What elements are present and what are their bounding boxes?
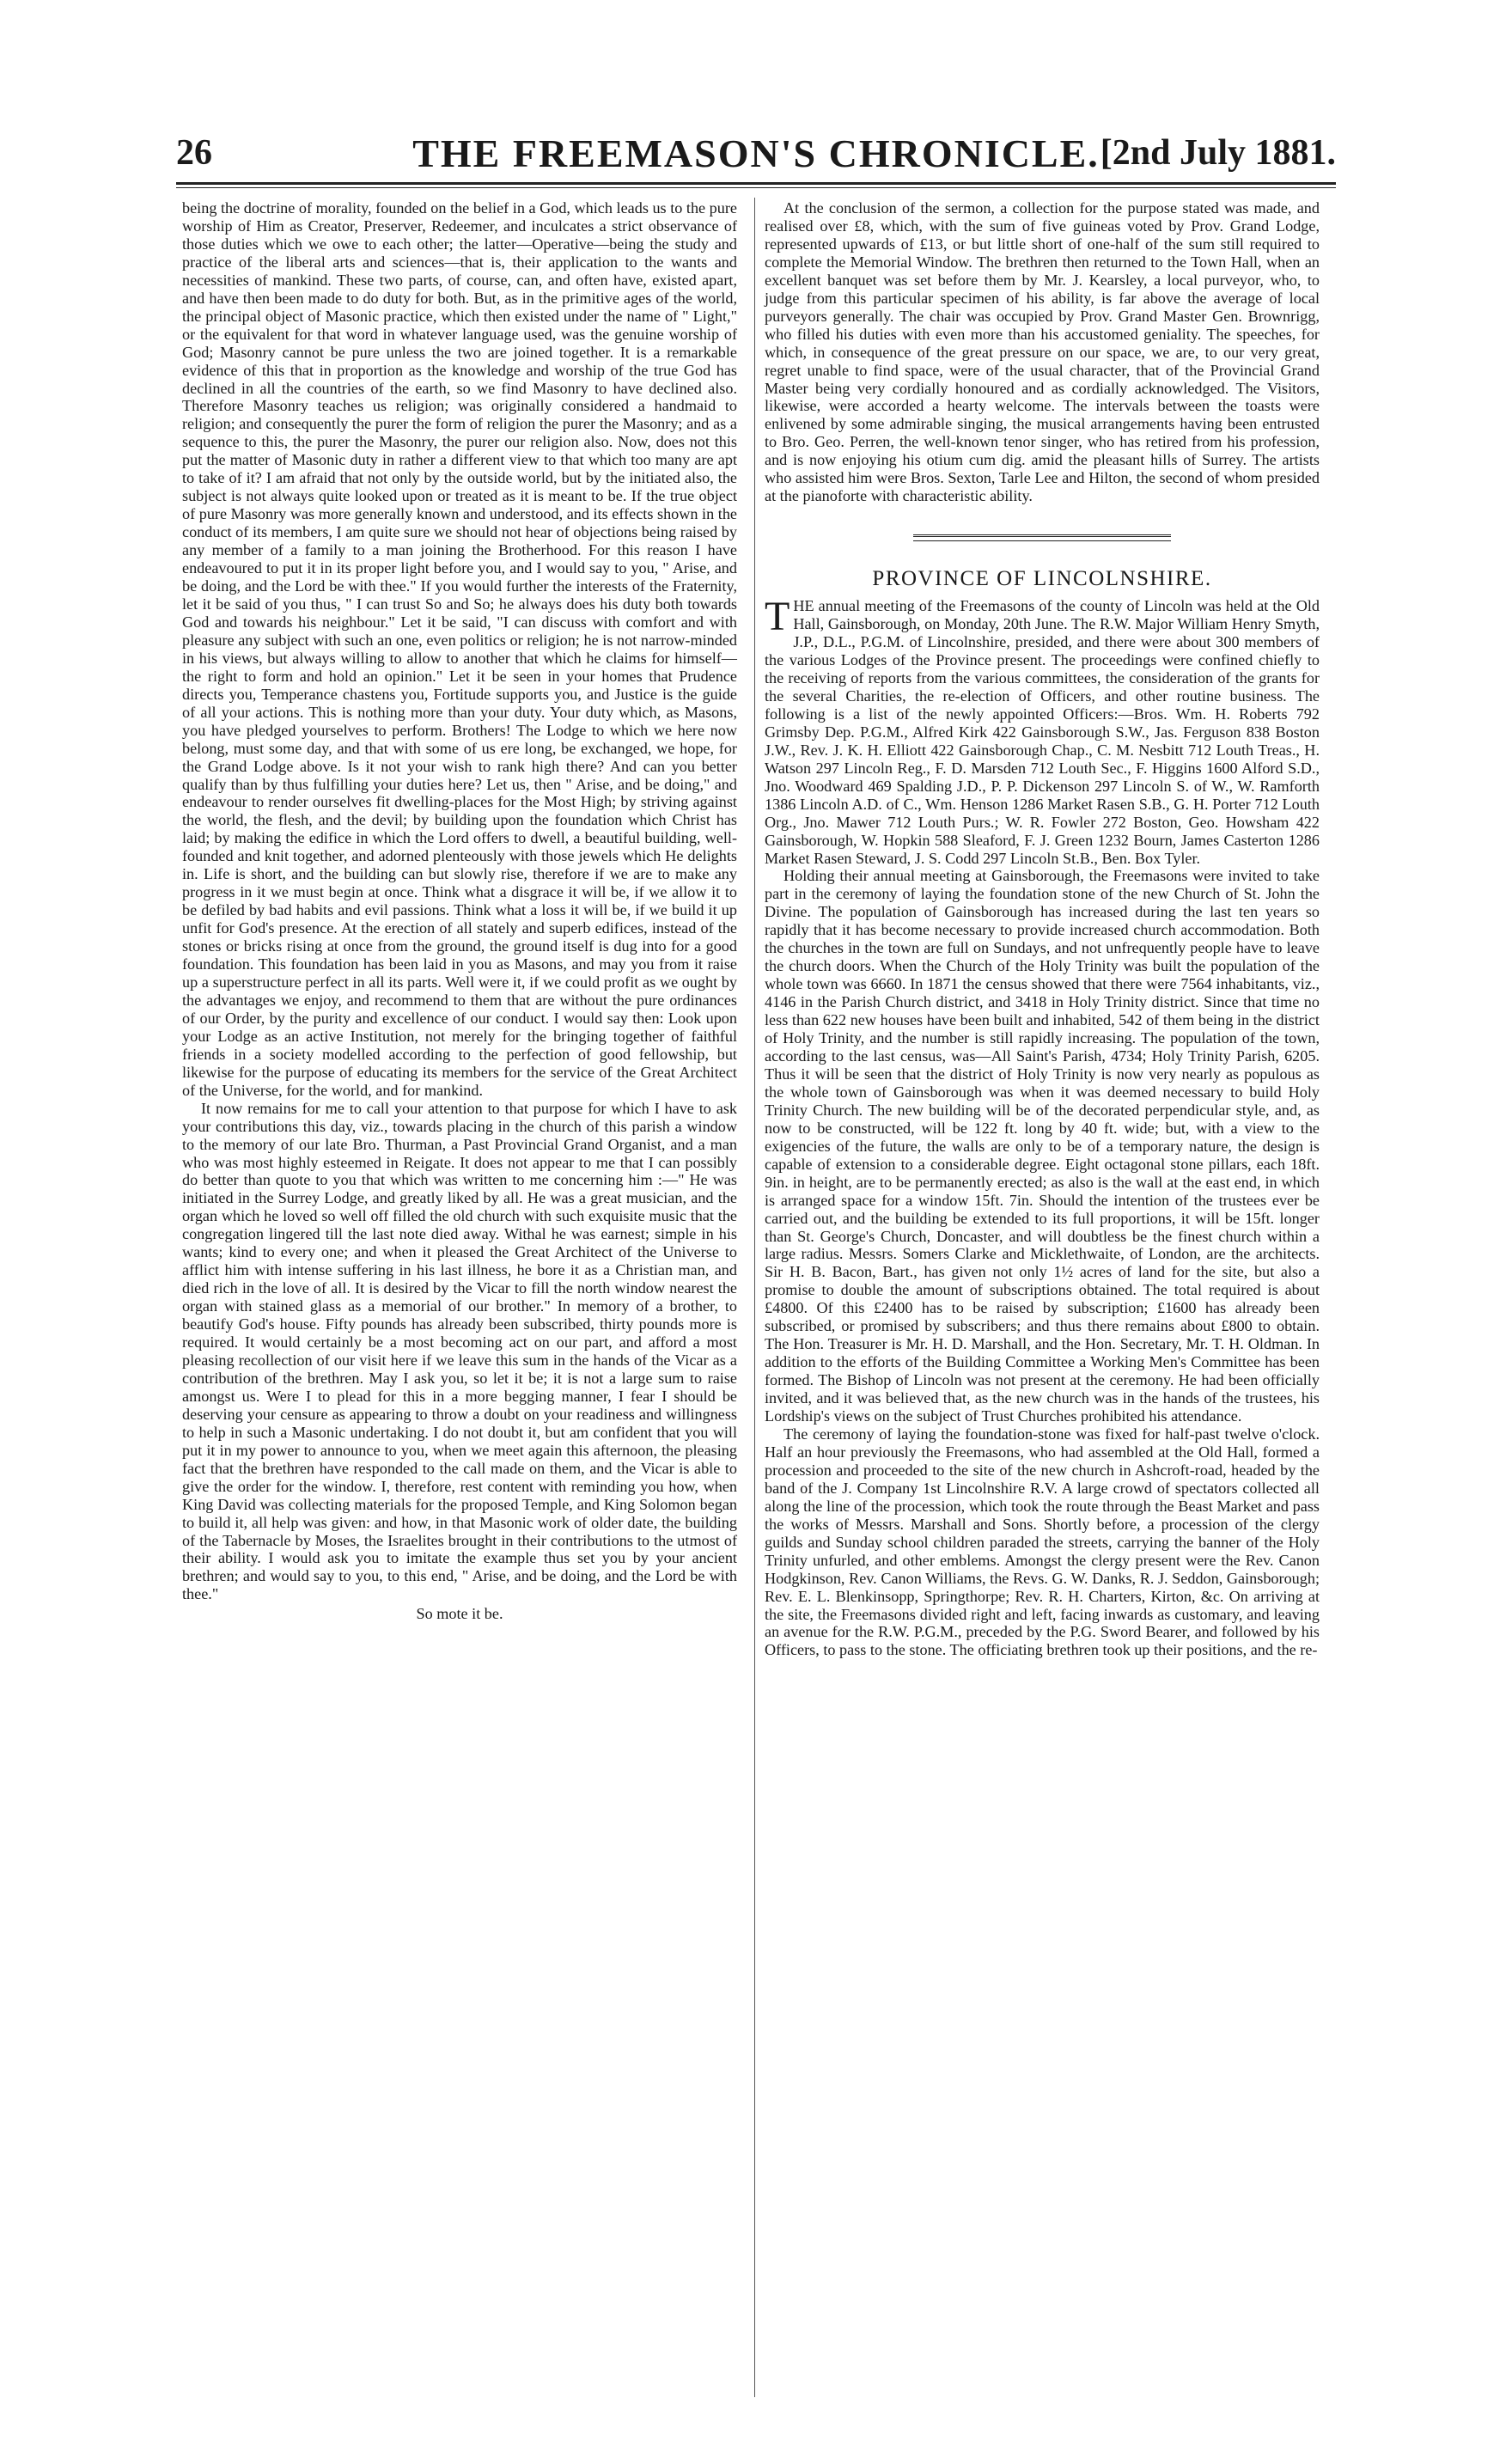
body-paragraph: At the conclusion of the sermon, a collection for the purpose stated was made, and realised over £8, which, with the sum of five guineas voted by Prov. Grand Lodge, represented upwards of £13, or but little short of one-half of the sum still required to complete the Memorial Window. The brethren then returned to the Town Hall, when an excellent banquet was set before them by Mr. J. Kearsley, a local purveyor, who, to judge from this particular specimen of his ability, is far above the average of local purveyors generally. The chair was occupied by Prov. Grand Master Gen. Brownrigg, who filled his duties with even more than his accustomed geniality. The speeches, for which, in consequence of the great pressure on our space, we are, to our very great, regret unable to find space, were of the usual character, that of the Provincial Grand Master being very cordially honoured and as cordially acknowledged. The Visitors, likewise, were accorded a hearty welcome. The intervals between the toasts were enlivened by some admirable singing, the musical arrangements having been entrusted to Bro. Geo. Perren, the well-known tenor singer, who has retired from his profession, and is now enjoying his otium cum dig. amid the pleasant hills of Surrey. The artists who assisted him were Bros. Sexton, Tarle Lee and Hilton, the second of whom presided at the pianoforte with characteristic ability.: [765, 199, 1320, 505]
page-number: 26: [176, 133, 212, 173]
body-paragraph: Holding their annual meeting at Gainsborough, the Freemasons were invited to take part in the ceremony of laying the foundation stone of the new Church of St. John the Divine. The population of Gainsborough has increased during the last ten years so rapidly that it has become necessary to provide increased church accommodation. Both the churches in the town are full on Sundays, and not unfrequently people have to leave the church doors. When the Church of the Holy Trinity was built the population of the whole town was 6660. In 1871 the census showed that there were 7564 inhabitants, viz., 4146 in the Parish Church district, and 3418 in Holy Trinity district. Since that time no less than 622 new houses have been built and inhabited, 542 of them being in the district of Holy Trinity, and the number is still rapidly increasing. The population of the town, according to the last census, was—All Saint's Parish, 4734; Holy Trinity Parish, 6205. Thus it will be seen that the district of Holy Trinity is now very nearly as populous as the whole town of Gainsborough was when it was deemed necessary to build Holy Trinity Church. The new building will be of the decorated perpendicular style, and, as now to be constructed, will be 122 ft. long by 40 ft. wide; but, with a view to the exigencies of the future, the walls are only to be of a temporary nature, the design is capable of extension to a considerable degree. Eight octagonal stone pillars, each 18ft. 9in. in height, are to be permanently erected; as also is the wall at the east end, in which is arranged space for a window 15ft. 7in. Should the intention of the trustees ever be carried out, and the building be extended to its full proportions, it will be 15ft. longer than St. George's Church, Doncaster, and will doubtless be the finest church within a large radius. Messrs. Somers Clarke and Micklethwaite, of London, are the architects. Sir H. B. Bacon, Bart., has given not only 1½ acres of land for the site, but also a promise to double the amount of subscriptions obtained. The total required is about £4800. Of this £2400 has to be raised by subscription; £1600 has already been subscribed, or promised by subscribers; and thus there remains about £800 to obtain. The Hon. Treasurer is Mr. H. D. Marshall, and the Hon. Secretary, Mr. T. H. Oldman. In addition to the efforts of the Building Committee a Working Men's Committee has been formed. The Bishop of Lincoln was not present at the ceremony. He had been officially invited, and it was believed that, as the new church was in the hands of the trustees, his Lordship's views on the subject of Trust Churches prohibited his attendance.: [765, 867, 1320, 1425]
right-column: [765, 199, 1320, 1659]
page-header: [176, 129, 1336, 180]
section-heading: PROVINCE OF LINCOLNSHIRE.: [872, 567, 1212, 591]
section-lead-paragraph: [765, 594, 1320, 867]
body-paragraph: The ceremony of laying the foundation-stone was fixed for half-past twelve o'clock. Half an hour previously the Freemasons, who had assembled at the Old Hall, formed a procession and proceeded to the site of the new church in Ashcroft-road, headed by the band of the J. Company 1st Lincolnshire R.V. A large crowd of spectators collected all along the line of the procession, which took the route through the Beast Market and pass the works of Messrs. Marshall and Sons. Shortly before, a procession of the clergy guilds and Sunday school children paraded the streets, carrying the banner of the Holy Trinity unfurled, and other emblems. Amongst the clergy present were the Rev. Canon Hodgkinson, Rev. Canon Williams, the Revs. G. W. Danks, R. J. Seddon, Gainsborough; Rev. E. L. Blenkinsopp, Springthorpe; Rev. R. H. Charters, Kirton, &c. On arriving at the site, the Freemasons divided right and left, facing inwards as customary, and leaving an avenue for the R.W. P.G.M., preceded by the P.G. Sword Bearer, and followed by his Officers, to pass to the stone. The officiating brethren took up their positions, and the re-: [765, 1425, 1320, 1659]
left-column: [182, 199, 737, 1623]
body-paragraph: being the doctrine of morality, founded on the belief in a God, which leads us to the pure worship of Him as Creator, Preserver, Redeemer, and inculcates a strict observance of those duties which we owe to each other; the latter—Operative—being the study and practice of the liberal arts and sciences—that is, their application to the wants and necessities of mankind. These two parts, of course, can, and often have, existed apart, and have then been made to do duty for both. But, as in the primitive ages of the world, the principal object of Masonic practice, which then existed under the name of " Light," or the equivalent for that word in whatever language used, was the genuine worship of God; Masonry cannot be pure unless the two are joined together. It is a remarkable evidence of this that in proportion as the knowledge and worship of the true God has declined in all the countries of the earth, so we find Masonry to have declined also. Therefore Masonry teaches us religion; was originally considered a handmaid to religion; and consequently the purer the form of religion the purer the Masonry; and as a sequence to this, the purer the Masonry, the purer our religion also. Now, does not this put the matter of Masonic duty in rather a different view to that which too many are apt to take of it? I am afraid that not only by the outside world, but by the initiated also, the subject is not always quite looked upon or treated as it is meant to be. If the true object of pure Masonry was more generally known and understood, and its effects shown in the conduct of its members, I am quite sure we should not hear of objections being raised by any member of a family to a man joining the Brotherhood. For this reason I have endeavoured to put it in its proper light before you, and I would say to you, " Arise, and be doing, and the Lord be with thee." If you would further the interests of the Fraternity, let it be said of you thus, " I can trust So and So; he always does his duty both towards God and towards his neighbour." Let it be said, "I can discuss with comfort and with pleasure any subject with such an one, even politics or religion; he is not narrow-minded in his views, but always willing to allow to another that which he claims for himself—the right to form and hold an opinion." Let it be seen in your homes that Prudence directs you, Temperance chastens you, Fortitude supports you, and Justice is the guide of all your actions. This is nothing more than your duty. Your duty which, as Masons, you have pledged yourselves to perform. Brothers! The Lodge to which we here now belong, must some day, and that with some of us ere long, be exchanged, we hope, for the Grand Lodge above. Is it not your wish to rank high there? And can you better qualify than by thus fulfilling your duties here? Let us, then " Arise, and be doing," and endeavour to render ourselves fit dwelling-places for the Most High; by striving against the world, the flesh, and the devil; by building upon the foundation which Christ has laid; by making the edifice in which the Lord offers to dwell, a beautiful building, well-founded and knit together, and adorned plenteously with those jewels which He delights in. Life is short, and the building can but slowly rise, therefore if we are to make any progress in it we must begin at once. Think what a disgrace it will be, if we allow it to be defiled by bad habits and evil passions. Think what a loss it will be, if we build it up unfit for God's presence. At the erection of all stately and superb edifices, instead of the stones or bricks rising at once from the ground, the ground itself is dug into for a good foundation. This foundation has been laid in you as Masons, and may you from it raise up a superstructure perfect in all its parts. Well were it, if we could profit as we ought by the advantages we enjoy, and recommend to them that are without the pure ordinances of our Order, by the purity and excellence of our conduct. I would say then: Look upon your Lodge as an active Institution, not merely for the bringing together of faithful friends in a society modelled according to the perfection of good fellowship, but likewise for the purpose of educating its members for the service of the Great Architect of the Universe, for the world, and for mankind.: [182, 199, 737, 1099]
header-rule-thin: [176, 187, 1336, 188]
column-divider: [754, 198, 755, 2397]
signoff: So mote it be.: [416, 1605, 503, 1623]
body-paragraph: It now remains for me to call your attention to that purpose for which I have to ask your contributions this day, viz., towards placing in the church of this parish a window to the memory of our late Bro. Thurman, a Past Provincial Grand Organist, and a man who was most highly esteemed in Reigate. It does not appear to me that I can possibly do better than quote to you that which was written to me concerning him :—" He was initiated in the Surrey Lodge, and greatly liked by all. He was a great musician, and the organ which he loved so well off filled the old church with such exquisite music that the congregation lingered till the last note died away. Withal he was earnest; simple in his wants; kind to every one; and when it pleased the Great Architect of the Universe to afflict him with intense suffering in his last illness, he bore it as a Christian man, and died rich in the love of all. It is desired by the Vicar to fill the north window nearest the organ with stained glass as a memorial of our brother." In memory of a brother, to beautify God's house. Fifty pounds has already been subscribed, thirty pounds more is required. It would certainly be a most becoming act on our part, and afford a most pleasing recollection of our visit here if we leave this sum in the hands of the Vicar as a contribution of the brethren. May I ask you, so let it be; it is not a large sum to raise amongst us. Were I to plead for this in a more begging manner, I fear I should be deserving your censure as appearing to throw a doubt on your readiness and willingness to help in such a Masonic undertaking. I do not doubt it, but am confident that you will put it in my power to announce to you, when we meet again this afternoon, the pleasing fact that the brethren have responded to the call made on them, and the Vicar is able to give the order for the window. I, therefore, rest content with reminding you how, when King David was collecting materials for the proposed Temple, and King Solomon began to build it, all help was given: and how, in that Masonic work of older date, the building of the Tabernacle by Moses, the Israelites brought in their contributions to the utmost of their ability. I would ask you to imitate the example thus set you by your ancient brethren; and would say to you, to this end, " Arise, and be doing, and the Lord be with thee.": [182, 1099, 737, 1603]
lead-text: HE annual meeting of the Freemasons of the county of Lincoln was held at the Old Hall, Gainsborough, on Monday, 20th June. The R.W. Major William Henry Smyth, J.P., D.L., P.G.M. of Lincolnshire, presided, and there were about 300 members of the various Lodges of the Province present. The proceedings were confined chiefly to the receiving of reports from the various committees, the consideration of the grants for the several Charities, the re-election of Officers, and other routine business. The following is a list of the newly appointed Officers:—Bros. Wm. H. Roberts 792 Grimsby Dep. P.G.M., Alfred Kirk 422 Gainsborough S.W., Jas. Ferguson 838 Boston J.W., Rev. J. K. H. Elliott 422 Gainsborough Chap., C. M. Nesbitt 712 Louth Treas., H. Watson 297 Lincoln Reg., F. D. Marsden 712 Louth Sec., F. Higgins 1600 Alford S.D., Jno. Woodward 469 Spalding J.D., P. P. Dickenson 297 Lincoln S. of W., W. Ramforth 1386 Lincoln A.D. of C., Wm. Henson 1286 Market Rasen S.B., G. H. Porter 712 Louth Org., Jno. Mawer 712 Louth Purs.; W. R. Fowler 272 Boston, Geo. Howsham 422 Gainsborough, W. Hopkin 588 Sleaford, F. J. Green 1232 Bourn, James Casterton 1286 Market Rasen Steward, J. S. Codd 297 Lincoln St.B., Ben. Box Tyler.: [765, 597, 1320, 867]
drop-cap: T: [765, 594, 790, 640]
header-rule: [176, 182, 1336, 185]
issue-date: [2nd July 1881.: [1100, 133, 1336, 173]
section-divider: [913, 534, 1171, 541]
running-title: THE FREEMASON'S CHRONICLE.: [412, 131, 1100, 175]
